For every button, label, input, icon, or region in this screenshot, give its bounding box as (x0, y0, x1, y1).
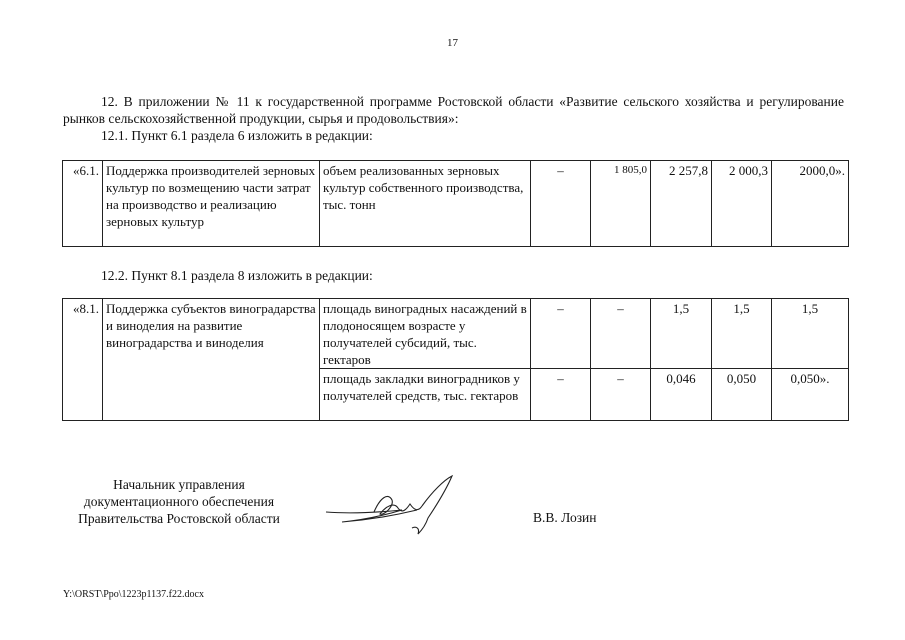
value-cell: 1 805,0 (591, 161, 651, 247)
value-cell: – (531, 161, 591, 247)
value-cell: 1,5 (712, 299, 772, 369)
measure-name: Поддержка субъектов виноградарства и виноделия на развитие виноградарства и виноделия (103, 299, 320, 421)
table-section-6 (62, 160, 849, 247)
handwritten-signature (322, 470, 472, 540)
indicator-name: площадь виноградных насаждений в плодоносящем возрасте у получателей субсидий, тыс. гектаров (320, 299, 531, 369)
value-cell: – (591, 369, 651, 421)
file-path: Y:\ORST\Ppo\1223p1137.f22.docx (63, 589, 204, 600)
value-cell: 0,050 (712, 369, 772, 421)
value-cell: 1,5 (772, 299, 849, 369)
signer-title (64, 476, 294, 527)
paragraph-12-2: 12.2. Пункт 8.1 раздела 8 изложить в редакции: (101, 268, 373, 283)
item-number: «6.1. (63, 161, 103, 247)
indicator-name: объем реализованных зерновых культур собственного производства, тыс. тонн (320, 161, 531, 247)
page-number: 17 (447, 37, 458, 49)
measure-name: Поддержка производителей зерновых культур по возмещению части затрат на производство и реализацию зерновых культур (103, 161, 320, 247)
signer-title-line: Начальник управления (113, 477, 245, 492)
table-row (63, 161, 849, 247)
value-cell: 1,5 (651, 299, 712, 369)
value-cell: – (591, 299, 651, 369)
paragraph-12: 12. В приложении № 11 к государственной программе Ростовской области «Развитие сельского хозяйства и регулирование рынков сельскохозяйственной продукции, сырья и продовольствия»: (63, 94, 844, 126)
item-number: «8.1. (63, 299, 103, 421)
table-section-8 (62, 298, 849, 421)
value-cell: 2000,0». (772, 161, 849, 247)
table-row (63, 299, 849, 369)
signer-name: В.В. Лозин (533, 510, 597, 525)
value-cell: – (531, 299, 591, 369)
value-cell: 2 257,8 (651, 161, 712, 247)
value-cell: 0,050». (772, 369, 849, 421)
value-cell: 0,046 (651, 369, 712, 421)
paragraph-12-1: 12.1. Пункт 6.1 раздела 6 изложить в редакции: (101, 128, 373, 143)
signer-title-line: Правительства Ростовской области (78, 511, 280, 526)
value-cell: – (531, 369, 591, 421)
value-cell: 2 000,3 (712, 161, 772, 247)
signer-title-line: документационного обеспечения (83, 494, 275, 509)
indicator-name: площадь закладки виноградников у получателей средств, тыс. гектаров (320, 369, 531, 421)
